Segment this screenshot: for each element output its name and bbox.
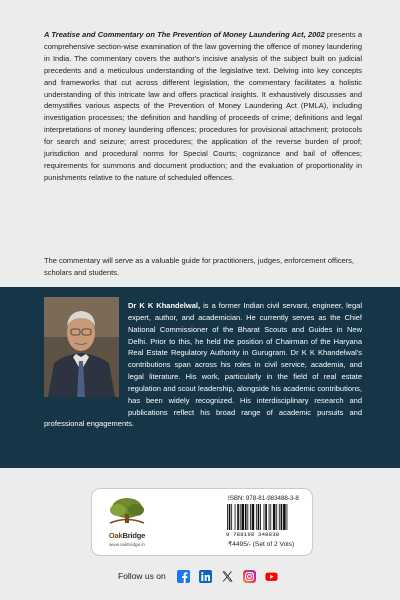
isbn-label: ISBN: 978-81-983488-3-8 [228, 495, 299, 502]
youtube-icon[interactable] [265, 570, 278, 583]
publisher-logo [98, 494, 156, 552]
x-icon[interactable] [221, 570, 234, 583]
back-footer [0, 468, 400, 600]
author-bio-text: is a former Indian civil servant, engineer, legal expert, author, and academician. He currently serves as the Chief National Commissioner of the Bharat Scouts and Guides in New Delhi. Prior to this, he held the position of Chairman of the Haryana Real Estate Regulatory Authority in Gurugram. Dr K K Khandelwal's contributions span across his roles in civil service, academia, and legal literature. His work, particularly in the field of real estate regulation and scout leadership, alongside his academic contributions, has been widely recognized. His interdisciplinary research and publications reflect his broad range of academic pursuits and professional engagements. [44, 301, 362, 429]
publisher-name-oak: Oak [108, 531, 123, 540]
book-title: A Treatise and Commentary on The Prevention of Money Laundering Act, 2002 [44, 30, 325, 39]
follow-us-label: Follow us on [118, 571, 166, 581]
publisher-name-bridge: Bridge [122, 531, 146, 540]
price-label: ₹4495/- (Set of 2 Vols) [228, 541, 295, 548]
barcode [226, 504, 304, 530]
facebook-icon[interactable] [177, 570, 190, 583]
publisher-info-box [91, 488, 313, 556]
oak-tree-logo-icon [102, 496, 152, 526]
author-bio [44, 300, 362, 430]
author-name: Dr K K Khandelwal, [128, 301, 201, 310]
instagram-icon[interactable] [243, 570, 256, 583]
author-section [0, 287, 400, 468]
description-section [0, 0, 400, 285]
summary-paragraph: The commentary will serve as a valuable guide for practitioners, judges, enforcement officers, scholars and students. [44, 256, 355, 277]
follow-us-row [118, 568, 287, 584]
description-paragraph [44, 29, 362, 184]
description-text: presents a comprehensive section-wise examination of the law governing the offence of money laundering in India. The commentary covers the author's incisive analysis of the subject built on judicial precedents and a meticulous understanding of the legislative text. Delving into key concepts and frameworks that cut across different legislation, the commentary facilitates a holistic understanding of this intricate law and offers practical insights. It exhaustively discusses and demystifies various aspects of the Prevention of Money Laundering Act (PMLA), including investigation processes; the definition and handling of proceeds of crime; definitions and legal interpretations of money laundering offences; procedures for provisional attachment; protocols for search and seizure; arrest procedures; the application of the reverse burden of proof; jurisdiction and procedural norms for Special Courts; cognizance and bail of offences; requirements for summons and document production; and the evaluation of proportionality in punishments relative to the nature of scheduled offences. [44, 30, 362, 182]
barcode-digits: 9 788198 348838 [226, 531, 280, 538]
linkedin-icon[interactable] [199, 570, 212, 583]
publisher-url: www.oakbridge.in [108, 542, 145, 547]
